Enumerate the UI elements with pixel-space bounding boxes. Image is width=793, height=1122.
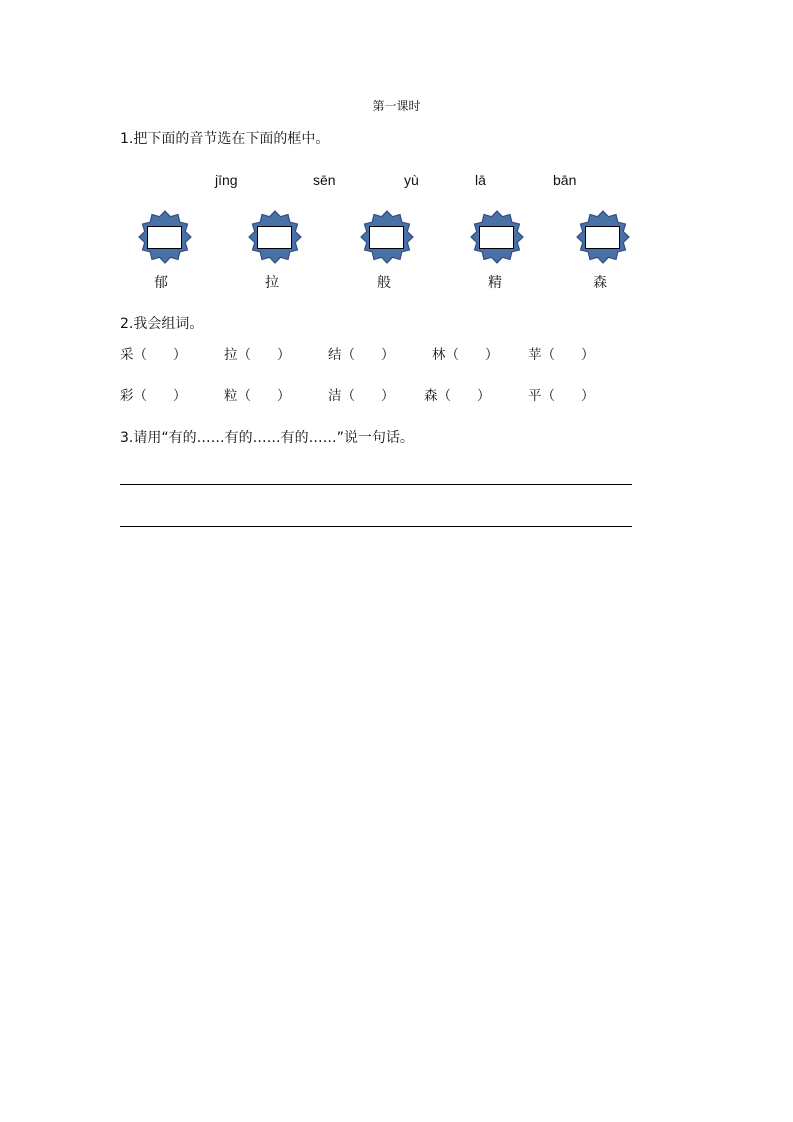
character-label: 森 [593, 275, 607, 291]
paren-open: （ [133, 347, 147, 363]
question-3-prompt: 3.请用“有的……有的……有的……”说一句话。 [120, 430, 414, 446]
paren-open: （ [237, 388, 251, 404]
answer-box-frame [147, 226, 182, 249]
answer-line-1[interactable] [120, 484, 632, 485]
paren-close: ） [173, 347, 187, 363]
word-blank[interactable] [528, 343, 595, 363]
answer-line-2[interactable] [120, 526, 632, 527]
paren-close: ） [173, 388, 187, 404]
paren-close: ） [581, 347, 595, 363]
pinyin-syllable: sēn [313, 172, 336, 188]
word-character: 森 [424, 388, 438, 404]
answer-box-frame [585, 226, 620, 249]
paren-open: （ [541, 347, 555, 363]
character-label: 般 [377, 275, 391, 291]
paren-close: ） [477, 388, 491, 404]
character-label: 精 [488, 275, 502, 291]
word-blank[interactable] [120, 384, 187, 404]
word-character: 林 [432, 347, 446, 363]
answer-box-frame [479, 226, 514, 249]
word-blank[interactable] [432, 343, 499, 363]
word-blank[interactable] [424, 384, 491, 404]
character-label: 郁 [154, 275, 168, 291]
answer-box-3[interactable] [360, 210, 414, 264]
pinyin-syllable: yù [404, 172, 419, 188]
paren-open: （ [133, 388, 147, 404]
question-2-prompt: 2.我会组词。 [120, 316, 204, 332]
word-blank[interactable] [224, 343, 291, 363]
answer-box-frame [369, 226, 404, 249]
word-blank[interactable] [328, 384, 395, 404]
paren-open: （ [341, 347, 355, 363]
pinyin-syllable: lā [475, 172, 486, 188]
word-blank[interactable] [528, 384, 595, 404]
word-blank[interactable] [224, 384, 291, 404]
paren-close: ） [277, 388, 291, 404]
paren-close: ） [381, 347, 395, 363]
word-character: 洁 [328, 388, 342, 404]
word-character: 采 [120, 347, 134, 363]
word-character: 拉 [224, 347, 238, 363]
word-character: 粒 [224, 388, 238, 404]
word-character: 结 [328, 347, 342, 363]
page-title: 第一课时 [372, 99, 421, 113]
character-label: 拉 [265, 275, 279, 291]
word-blank[interactable] [328, 343, 395, 363]
paren-close: ） [277, 347, 291, 363]
paren-open: （ [237, 347, 251, 363]
word-character: 苹 [528, 347, 542, 363]
pinyin-syllable: bān [553, 172, 577, 188]
paren-open: （ [437, 388, 451, 404]
answer-box-1[interactable] [138, 210, 192, 264]
paren-close: ） [381, 388, 395, 404]
pinyin-syllable: jīng [215, 172, 238, 188]
question-1-prompt: 1.把下面的音节选在下面的框中。 [120, 131, 330, 147]
word-character: 平 [528, 388, 542, 404]
paren-close: ） [485, 347, 499, 363]
paren-open: （ [341, 388, 355, 404]
answer-box-4[interactable] [470, 210, 524, 264]
paren-open: （ [445, 347, 459, 363]
paren-open: （ [541, 388, 555, 404]
paren-close: ） [581, 388, 595, 404]
answer-box-5[interactable] [576, 210, 630, 264]
answer-box-frame [257, 226, 292, 249]
word-character: 彩 [120, 388, 134, 404]
answer-box-2[interactable] [248, 210, 302, 264]
word-blank[interactable] [120, 343, 187, 363]
